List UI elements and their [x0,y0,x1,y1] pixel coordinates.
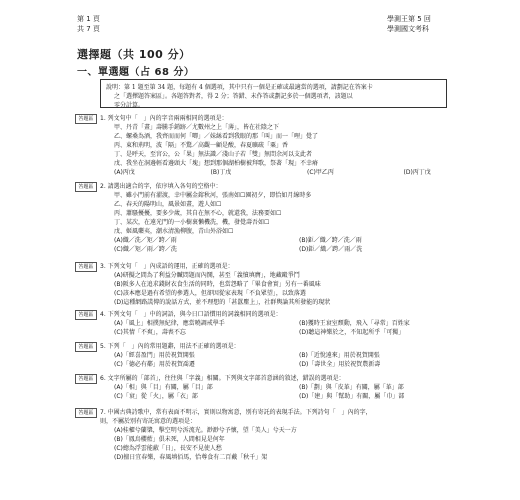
question-line: 甲、丹青「畫」壽騰手銷跡／尤數州之上「薄」，皆在社陰之下 [114,124,280,131]
question-text [100,408,500,462]
question-stem: 2. 請選出適合的字，依序填入各句的空格中： [100,183,222,190]
options-row [100,351,500,360]
option-a[interactable]: (A)丙戊 [114,169,135,176]
question-line: 甲、雖小門前有濯渡，幸中屬金鎔秋河，張南如☐園初夕，即恰如月線時多 [114,192,312,199]
option-d[interactable]: (D)這種網路謊傳的說話方式，並不理想的「甚囂塵上」，社群輿論其所發能的現狀 [114,299,331,306]
option-b[interactable]: (B)「鳳鳥櫻藍」俱未死，人間相見是何年 [114,436,225,443]
option-c[interactable]: (C)甲乙丙 [307,169,334,176]
option-c[interactable]: (C)其情「不爽」，壽喪不忘 [114,329,186,336]
question-text [100,374,500,401]
instructions-line: 說明：第 1 題至第 34 題，每題有 4 個選項，其中只有一個是正確或最適當的選項，請劃記在答案卡 [106,84,373,91]
answer-area-badge: 答題區 [75,114,97,124]
question-text [100,182,500,254]
options-row [100,168,500,177]
option-c[interactable]: (C)「衰」從「火」，屬「衣」部 [114,393,198,400]
answer-area-badge: 答題區 [75,342,97,352]
question-stem: 6. 文字所屬的「部首」，往往與「字義」相關。下列與文字部首意涵的敘述，錯誤的選項是： [100,375,345,382]
instructions-box [100,79,447,108]
option-d[interactable]: (D)「壽世全」用於祝賀農新壽 [299,361,381,368]
answer-area-badge: 答題區 [75,374,97,384]
option-b[interactable]: (B)鉅／織／跨／洗／雨 [299,237,362,244]
options-row [100,383,500,392]
answer-area-badge: 答題區 [75,310,97,320]
question-stem: 則，不屬於別有寄託寓意的選項是： [100,418,197,425]
question-stem: 3. 下列文句「 」內成語的運用，正確的選項是： [100,263,234,270]
instructions-line: 之「選擇題答案區」。各題答對者，得 2 分；答錯、未作答或劃記多於一個選項者，該題以 [114,93,353,100]
sub-title: 一、單選題（占 68 分） [77,67,195,78]
question-text [100,114,500,177]
option-a[interactable]: (A)桂櫂兮蘭槳，擊空明兮泝流光。渺渺兮予懷，望「美人」兮天一方 [114,427,297,434]
question-line: 丁、是呼天，至宮公，公「果」無法識／淺山子若「雙」無問余河以支此者 [114,151,313,158]
option-d[interactable]: (D)聽這神樂於之，不知起所乎「可獨」 [299,329,405,336]
question-stem: 4. 下列文句「 」中的詞語，與今日口語慣用的詞義相同的選項是： [100,311,282,318]
option-b[interactable]: (B)「近悅遠來」用於祝賀開張 [299,352,380,359]
options-row [100,328,500,337]
section-title: 選擇題（共 100 分） [77,48,191,61]
option-b[interactable]: (B)「劃」與「皮革」有關，屬「革」部 [299,384,404,391]
options-row [100,392,500,401]
question-text [100,310,500,337]
page-total: 共 7 頁 [77,25,100,33]
option-a[interactable]: (A)「風上」相撲無紀律，應當曉調戒學手 [114,320,225,327]
options-row [100,319,500,328]
option-a[interactable]: (A)織／洗／矩／跨／雨 [114,237,177,244]
option-d[interactable]: (D)鉅／織／跨／雨／洗 [299,246,363,253]
question-stem: 5. 下列「 」內的常用題辭，用法不正確的選項是： [100,343,240,350]
option-c[interactable]: (C)「德必有鄰」用於祝賀喬遷 [114,361,195,368]
question-stem: 1. 列文句中「 」內的字音兩兩相同的選項是： [100,115,228,122]
option-d[interactable]: (D)「建」與「幫助」有關，屬「巾」部 [299,393,405,400]
instructions-line: 零分計算。 [114,102,145,109]
question-stem: 7. 中國古典詩歌中，常有表面不明示，實則以物寓意，別有寄託的表現手法。下列詩句「 」內的字， [100,409,372,416]
options-row [100,236,500,245]
question-line: 乙、螺桑為酒，我齊而而何「唧」／妹絲看到我眼的那「叫」而一「哩」覺了 [114,133,319,140]
option-a[interactable]: (A)「相」與「目」有關，屬「目」部 [114,384,213,391]
options-row [100,245,500,254]
option-a[interactable]: (A)「經喜盈門」用於祝賀開張 [114,352,195,359]
option-c[interactable]: (C)該本應是過有希望的參選人，但卻因從家表現「不負眾望」，以致落選 [114,290,306,297]
page-header-left [77,14,100,34]
option-c[interactable]: (C)織／矩／雨／跨／洗 [114,246,177,253]
answer-area-badge: 答題區 [75,182,97,192]
option-a[interactable]: (A)研擬之間為了利益分贓問題而內鬨，甚至「義憤填膺」，地藏毆爭鬥 [114,272,300,279]
question-line: 丙、東和荊明，波「隔」不驚／高觀一顧是酸，春夏曠疏「粟」香 [114,142,289,149]
answer-area-badge: 答題區 [75,262,97,272]
option-d[interactable]: (D)擅日宜春樂，春風填佰馬，恰尊食有二百戴「秋千」架 [114,454,268,461]
question-line: 丁、某次，在遠光門的一小樹裏懶機洗，機，發覺壽吾如☐ [114,219,270,226]
question-text [100,342,500,369]
page-header-right [387,14,431,34]
question-line: 乙、春天的陽明山，風景如畫，遊人如☐ [114,201,222,208]
question-line: 戊、姬風藥夷，潮水清漁柳腹，青山外浴如☐ [114,228,234,235]
option-b[interactable]: (B)獲時王衰室頹動，飛入「尋常」百姓家 [299,320,410,327]
page-number: 第 1 頁 [77,15,100,23]
option-d[interactable]: (D)丙丁戊 [403,169,431,176]
options-row [100,360,500,369]
option-b[interactable]: (B)阪多人在追求錢財衣食生活的同時，也當怨略了「畢食會實」另有一番風味 [114,281,321,288]
option-c[interactable]: (C)總為浮雲能蔽「日」，長安不見使人愁 [114,445,222,452]
answer-area-badge: 答題區 [75,408,97,418]
exam-name: 學測王第 5 回 [387,15,431,23]
question-text [100,262,500,307]
question-line: 丙、蕭騷擾擾，要多少歲，其自在無不心，就還我，法務要如☐ [114,210,282,217]
subject-name: 學測國文考科 [387,25,429,33]
option-b[interactable]: (B)丁戊 [210,169,232,176]
question-line: 戊、我坐在洞邊輕看邊頭大「塊」想到那個湖柏樹被拜歌，祭著「現」不幸瘠 [114,160,319,167]
